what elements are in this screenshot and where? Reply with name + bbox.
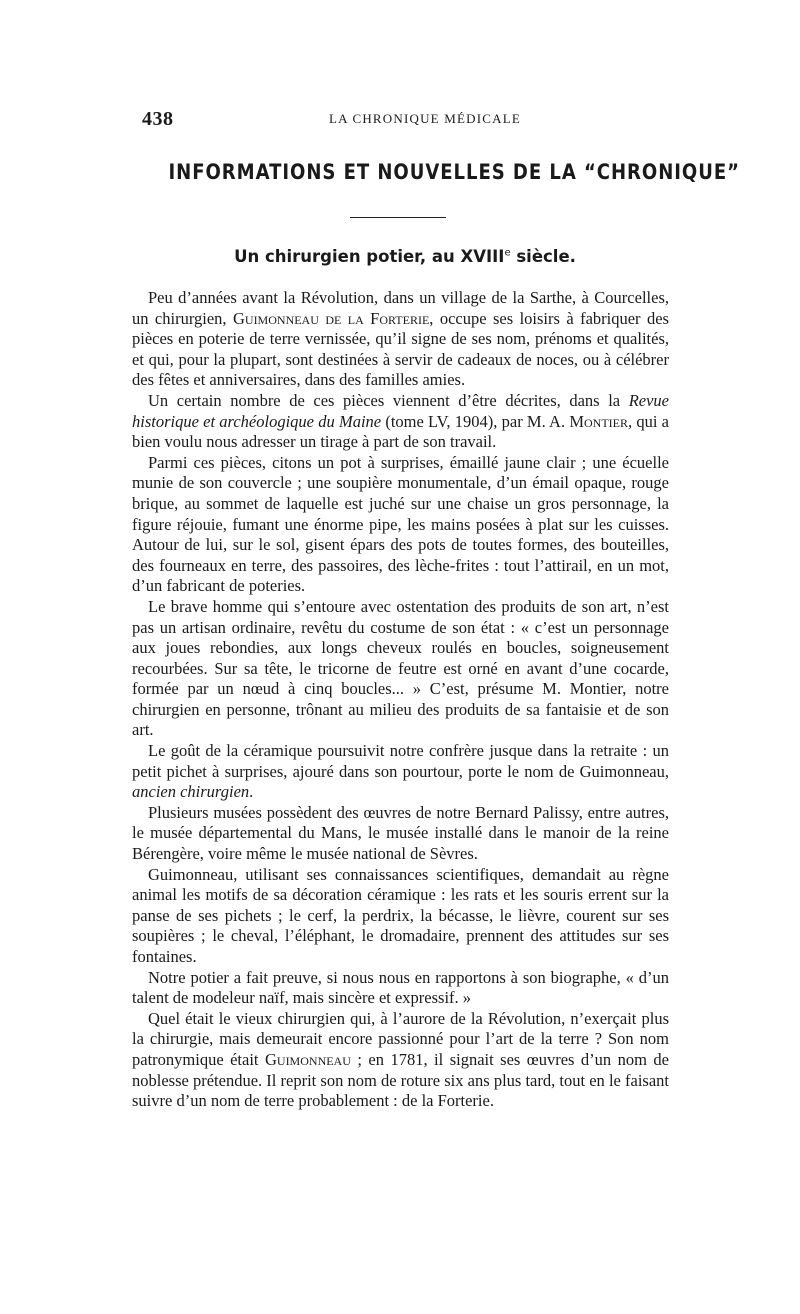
paragraph-text: , occupe ses loisirs à fabriquer des pièces en poterie de terre vernissée, qu’il signe de ses nom, prénoms et qualités, et qui, pour la plupart, sont destinées à servir de cadeaux de noces, ou à célébrer des fêtes et anniversaires, dans des familles amies. bbox=[132, 308, 669, 390]
paragraph-8: Notre potier a fait preuve, si nous nous en rapportons à son biographe, « d’un talent de modeleur naïf, mais sincère et expressif. » bbox=[132, 967, 669, 1008]
section-title: INFORMATIONS ET NOUVELLES DE LA “CHRONIQUE” bbox=[168, 160, 740, 184]
paragraph-4: Le brave homme qui s’entoure avec ostentation des produits de son art, n’est pas un artisan ordinaire, revêtu du costume de son état : « c’est un personnage aux joues rebondies, aux longs cheveux roulés en boucles, soigneusement recourbées. Sur sa tête, le tricorne de feutre est orné en avant d’une cocarde, formée par un nœud à cinq boucles... » C’est, présume M. Montier, notre chirurgien en personne, trônant au milieu des produits de sa fantaisie et de son art. bbox=[132, 596, 669, 740]
journal-title: Revue historique et archéologique du Maine bbox=[132, 390, 669, 431]
paragraph-text: Peu d’années avant la Révolution, dans un village de la Sarthe, à Courcelles, un chirurgien, bbox=[132, 288, 669, 328]
paragraph-text: Quel était le vieux chirurgien qui, à l’aurore de la Révolution, n’exerçait plus la chirurgie, mais demeurait encore passionné pour l’art de la terre ? Son nom patronymique était bbox=[132, 1008, 669, 1069]
paragraph-1 bbox=[132, 288, 669, 391]
article-subtitle bbox=[130, 247, 680, 266]
paragraph-2 bbox=[132, 391, 669, 453]
paragraph-text: Le goût de la céramique poursuivit notre confrère jusque dans la retraite : un petit pichet à surprises, ajouré dans son pourtour, porte le nom de Guimonneau, bbox=[132, 741, 669, 781]
subtitle-end: siècle. bbox=[510, 247, 576, 266]
article-body bbox=[132, 288, 669, 1112]
paragraph-text: ; en 1781, il signait ses œuvres d’un nom de noblesse prétendue. Il reprit son nom de roture six ans plus tard, tout en le faisant suivre d’un nom de terre probablement : de la Forterie. bbox=[132, 1049, 670, 1111]
subtitle-main: Un chirurgien potier, au XVIII bbox=[234, 247, 505, 266]
paragraph-3: Parmi ces pièces, citons un pot à surprises, émaillé jaune clair ; une écuelle munie de son couvercle ; une soupière monumentale, d’un émail opaque, rouge brique, au sommet de laquelle est juché sur une chaise un gros personnage, la figure réjouie, fumant une énorme pipe, les mains posées à plat sur les cuisses. Autour de lui, sur le sol, gisent épars des pots de toutes formes, des bouteilles, des fourneaux en terre, des passoires, des lèche-frites : tout l’attirail, en un mot, d’un fabricant de poteries. bbox=[132, 452, 669, 596]
paragraph-text: , qui a bien voulu nous adresser un tirage à part de son travail. bbox=[132, 411, 669, 452]
paragraph-text: (tome LV, 1904), par M. A. bbox=[381, 411, 570, 431]
running-title: LA CHRONIQUE MÉDICALE bbox=[328, 111, 522, 126]
paragraph-6: Plusieurs musées possèdent des œuvres de notre Bernard Palissy, entre autres, le musée départemental du Mans, le musée installé dans le manoir de la reine Bérengère, voire même le musée national de Sèvres. bbox=[132, 802, 669, 864]
paragraph-9 bbox=[132, 1009, 669, 1112]
italic-phrase: ancien chirurgien bbox=[132, 782, 250, 802]
paragraph-5 bbox=[132, 741, 669, 803]
person-name: Guimonneau de la Forterie bbox=[232, 308, 430, 328]
paragraph-7: Guimonneau, utilisant ses connaissances scientifiques, demandait au règne animal les motifs de sa décoration céramique : les rats et les souris errent sur la panse de ses pichets ; le cerf, la perdrix, la bécasse, le lièvre, courent sur ses soupières ; le cheval, l’éléphant, le dromadaire, prennent des attitudes sur ses fontaines. bbox=[132, 864, 669, 966]
page-number: 438 bbox=[142, 108, 174, 130]
title-divider bbox=[350, 217, 446, 218]
paragraph-text: Un certain nombre de ces pièces viennent d’être décrites, dans la bbox=[148, 390, 629, 410]
paragraph-text: . bbox=[249, 782, 254, 802]
page-header bbox=[142, 108, 668, 132]
person-name: Montier bbox=[569, 411, 628, 431]
person-name: Guimonneau bbox=[264, 1049, 351, 1069]
subtitle-superscript: e bbox=[504, 247, 511, 259]
